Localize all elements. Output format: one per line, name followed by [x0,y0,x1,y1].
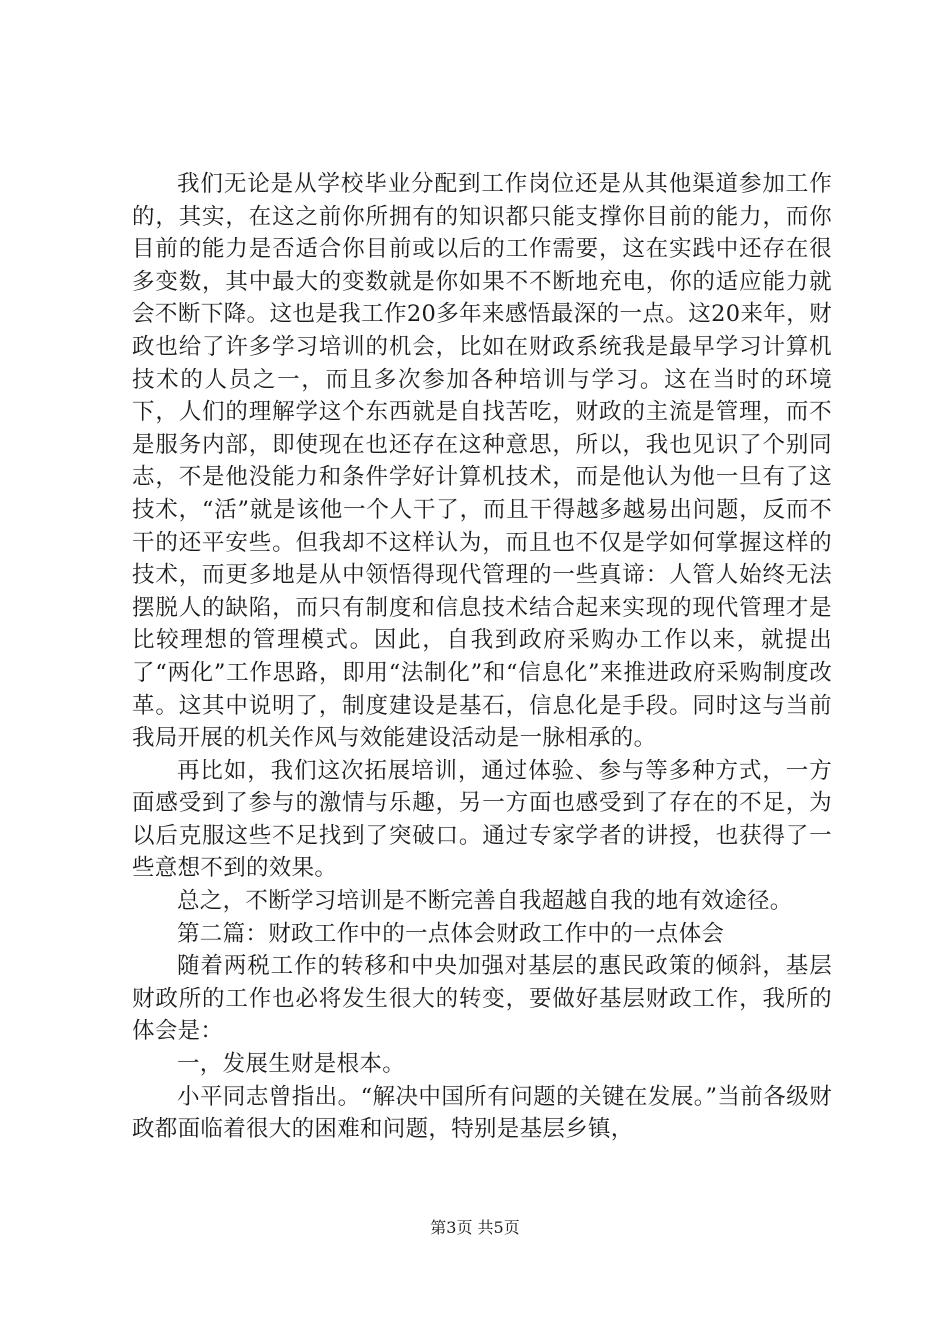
paragraph: 随着两税工作的转移和中央加强对基层的惠民政策的倾斜，基层财政所的工作也必将发生很大的转变，要做好基层财政工作，我所的体会是： [132,953,832,1045]
paragraph: 小平同志曾指出。“解决中国所有问题的关键在发展。”当前各级财政都面临着很大的困难和问题，特别是基层乡镇， [132,1083,832,1143]
list-item: 一，发展生财是根本。 [177,1051,406,1078]
paragraph: 总之，不断学习培训是不断完善自我超越自我的地有效途径。 [177,888,793,915]
section-heading: 第二篇：财政工作中的一点体会财政工作中的一点体会 [177,920,725,947]
paragraph: 再比如，我们这次拓展培训，通过体验、参与等多种方式，一方面感受到了参与的激情与乐趣，另一方面也感受到了存在的不足，为以后克服这些不足找到了突破口。通过专家学者的讲授，也获得了一些意想不到的效果。 [132,757,832,882]
page-number-footer: 第3页 共5页 [430,1218,520,1237]
paragraph: 我们无论是从学校毕业分配到工作岗位还是从其他渠道参加工作的，其实，在这之前你所拥有的知识都只能支撑你目前的能力，而你目前的能力是否适合你目前或以后的工作需要，这在实践中还存在很多变数，其中最大的变数就是你如果不不断地充电，你的适应能力就会不断下降。这也是我工作20多年来感悟最深的一点。这20来年，财政也给了许多学习培训的机会，比如在财政系统我是最早学习计算机技术的人员之一，而且多次参加各种培训与学习。这在当时的环境下，人们的理解学这个东西就是自找苦吃，财政的主流是管理，而不是服务内部，即使现在也还存在这种意思，所以，我也见识了个别同志，不是他没能力和条件学好计算机技术，而是他认为他一旦有了这技术，“活”就是该他一个人干了，而且干得越多越易出问题，反而不干的还平安些。但我却不这样认为，而且也不仅是学如何掌握这样的技术，而更多地是从中领悟得现代管理的一些真谛：人管人始终无法摆脱人的缺陷，而只有制度和信息技术结合起来实现的现代管理才是比较理想的管理模式。因此，自我到政府采购办工作以来，就提出了“两化”工作思路，即用“法制化”和“信息化”来推进政府采购制度改革。这其中说明了，制度建设是基石，信息化是手段。同时这与当前我局开展的机关作风与效能建设活动是一脉相承的。 [132,171,832,752]
document-body [132,168,832,1146]
